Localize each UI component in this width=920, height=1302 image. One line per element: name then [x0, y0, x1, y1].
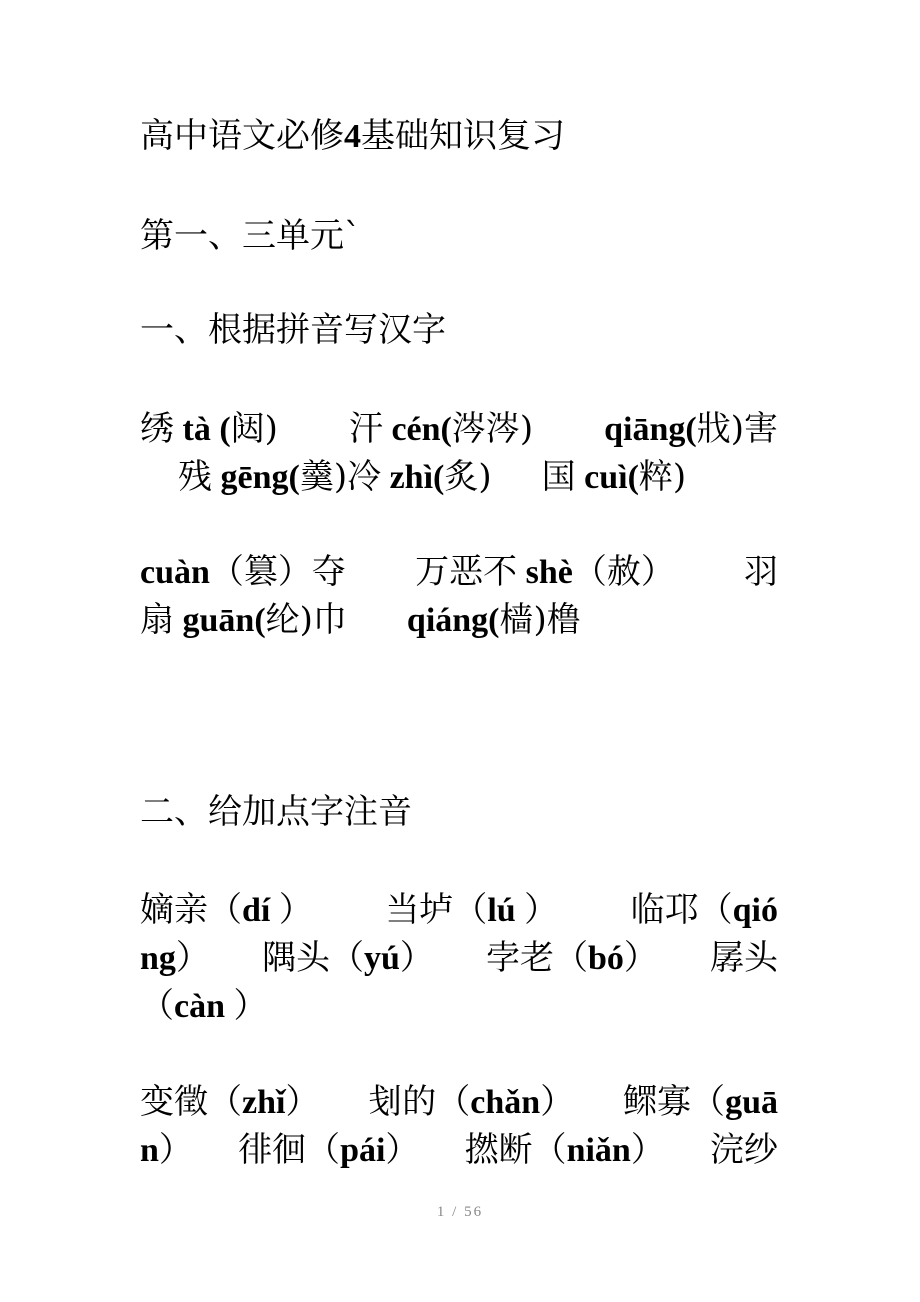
- text-line: [140, 596, 778, 644]
- pinyin-item: （càn ）: [140, 986, 268, 1026]
- text-line: [140, 548, 778, 596]
- pinyin-item: 浣纱: [709, 1130, 778, 1170]
- text-line: [140, 982, 778, 1030]
- text-line: [140, 453, 778, 501]
- pinyin-item: 隅头（yú）: [262, 938, 434, 978]
- section1-paragraph-2: [140, 548, 778, 644]
- pinyin-item: 扇 guān(纶)巾: [140, 600, 347, 640]
- section1-heading: 一、根据拼音写汉字: [140, 310, 446, 350]
- pinyin-item: 国 cuì(粹): [541, 457, 687, 497]
- pinyin-item: 羽: [744, 552, 778, 592]
- document-title: 高中语文必修4基础知识复习: [140, 116, 565, 156]
- pinyin-item: 变徵（zhǐ）: [140, 1082, 320, 1122]
- section2-paragraph-2: [140, 1078, 778, 1174]
- text-line: [140, 886, 778, 934]
- page-number: 1 / 56: [436, 1204, 484, 1220]
- pinyin-item: 孱头: [710, 938, 778, 978]
- pinyin-item: 临邛（qió: [630, 890, 778, 930]
- pinyin-item: 残 gēng(羹)冷 zhì(炙): [178, 457, 492, 497]
- text-line: [140, 1078, 778, 1126]
- section2-heading: 二、给加点字注音: [140, 792, 412, 832]
- pinyin-item: 刬的（chǎn）: [368, 1082, 575, 1122]
- pinyin-item: 万恶不 shè（赦）: [415, 552, 675, 592]
- section2-paragraph-1: [140, 886, 778, 1030]
- unit-heading: 第一、三单元`: [140, 216, 361, 256]
- pinyin-item: cuàn（篡）夺: [140, 552, 346, 592]
- text-line: [140, 934, 778, 982]
- text-line: [140, 405, 778, 453]
- pinyin-item: 鳏寡（guā: [623, 1082, 778, 1122]
- pinyin-item: 嫡亲（dí ）: [140, 890, 313, 930]
- pinyin-item: 撚断（niǎn）: [464, 1130, 665, 1170]
- text-line: [140, 1126, 778, 1174]
- pinyin-item: 徘徊（pái）: [238, 1130, 420, 1170]
- pinyin-item: 绣 tà (闼): [140, 409, 278, 449]
- section1-paragraph-1: [140, 405, 778, 501]
- pinyin-item: qiāng(戕)害: [604, 409, 778, 449]
- pinyin-item: 汗 cén(涔涔): [348, 409, 534, 449]
- pinyin-item: 孛老（bó）: [486, 938, 658, 978]
- pinyin-item: ng）: [140, 938, 210, 978]
- pinyin-item: qiáng(樯)橹: [406, 600, 581, 640]
- pinyin-item: n）: [140, 1130, 193, 1170]
- pinyin-item: 当垆（lú ）: [385, 890, 559, 930]
